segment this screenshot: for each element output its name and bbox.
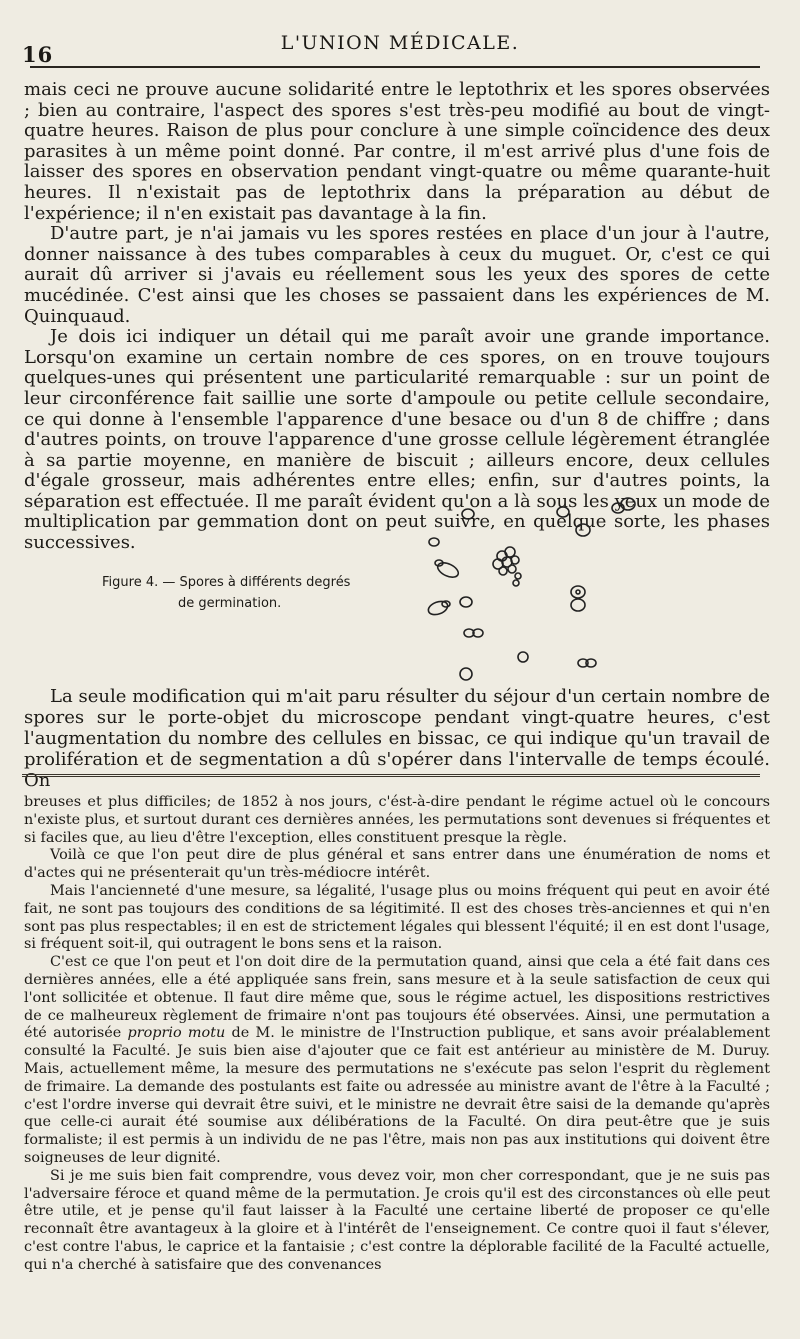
footnote-paragraph-5: Si je me suis bien fait comprendre, vous devez voir, mon cher correspondant, que je ne suis pas l'adversaire féroce et quand même de la permutation. Je crois qu'il est des circonstances où elle peut être utile, et je pense qu'il faut laisser à la Faculté une certaine liberté de proposer ce qu'elle reconnaît être avantageux à la gloire et à l'intérêt de l'enseignement. Ce contre quoi il faut s'élever, c'est contre l'abus, le caprice et la fantaisie ; c'est contre la déplorable facilité de la Faculté actuelle, qui n'a cherché à satisfaire que des convenances (24, 1167, 770, 1273)
body-paragraph-2: D'autre part, je n'ai jamais vu les spores restées en place d'un jour à l'autre, donner naissance à des tubes comparables à ceux du muguet. Or, c'est ce qui aurait dû arriver si j'avais eu réellement sous les yeux des spores de cette mucédinée. C'est ainsi que les choses se passaient dans les expériences de M. Quinquaud. (24, 223, 770, 327)
spore-pair (612, 498, 635, 513)
footnote-p4-part-a: C'est ce que l'on peut et l'on doit dire de la permutation quand, ainsi que cela a été fait dans ces dernières années, elle a été appliquée sans frein, sans mesure et à la seule satisfaction de ceux qui l'ont sollicitée et obtenue. Il faut dire même que, sous le régime actuel, les dispositions restrictives de ce malheureux règlement de frimaire n'ont pas toujours été observées. Ainsi, une permutation a été autorisée (24, 954, 770, 1042)
figure-caption-line-2: de germination. (178, 596, 282, 611)
footnote-paragraph-3: Mais l'ancienneté d'une mesure, sa légalité, l'usage plus ou moins fréquent qui peut en avoir été fait, ne sont pas toujours des conditions de sa légitimité. Il est des choses très-anciennes et qui n'en sont pas plus respectables; il en est de strictement légales qui blessent l'équité; il en est dont l'usage, si fréquent soit-il, qui outragent le bons sens et la raison. (24, 882, 770, 953)
main-body-text (24, 80, 770, 554)
footnote-paragraph-4 (24, 954, 770, 1168)
header-rule (30, 66, 760, 68)
spore (576, 524, 590, 536)
spore (460, 668, 472, 680)
footnote-paragraph-2: Voilà ce que l'on peut dire de plus général et sans entrer dans une énumération de noms et d'actes qui ne présenterait qu'un très-médiocre intérêt. (24, 847, 770, 882)
figure-4 (0, 490, 800, 690)
budding-spore (427, 599, 450, 617)
body-paragraph-1: mais ceci ne prouve aucune solidarité entre le leptothrix et les spores observées ; bien au contraire, l'aspect des spores s'est très-peu modifié au bout de vingt-quatre heures. Raison de plus pour conclure à une simple coïncidence des deux parasites à un même point donné. Par contre, il m'est arrivé plus d'une fois de laisser des spores en observation pendant vingt-quatre ou même quarante-huit heures. Il n'existait pas de leptothrix dans la préparation au début de l'expérience; il n'en existait pas davantage à la fin. (24, 79, 770, 224)
budding-spore (435, 560, 461, 580)
body-paragraph-3: Je dois ici indiquer un détail qui me paraît avoir une grande importance. Lorsqu'on examine un certain nombre de ces spores, on en trouve toujours quelques-unes qui présentent une particularité remarquable : sur un point de leur circonférence fait saillie une sorte d'ampoule ou petite cellule secondaire, ce qui donne à l'ensemble l'apparence d'une besace ou d'un 8 de chiffre ; dans d'autres points, on trouve l'apparence d'une grosse cellule légèrement étranglée à sa partie moyenne, en manière de biscuit ; ailleurs encore, deux cellules d'égale grosseur, mais adhérentes entre elles; enfin, sur d'autres points, la séparation est effectuée. Il me paraît évident qu'on a là sous les yeux un mode de multiplication par gemmation dont on peut suivre, en quelque sorte, les phases successives. (24, 326, 770, 554)
spore (462, 509, 474, 519)
spore-pair (464, 629, 483, 637)
running-header (0, 28, 800, 68)
spore-cluster (493, 547, 521, 586)
footnote-divider (22, 774, 760, 779)
journal-title: L'UNION MÉDICALE. (280, 32, 520, 54)
footnote-feuilleton (24, 794, 770, 1275)
page-number: 16 (22, 42, 54, 67)
budding-spore (571, 586, 585, 611)
spore (518, 652, 528, 662)
footnote-paragraph-1: breuses et plus difficiles; de 1852 à nos jours, c'ést-à-dire pendant le régime actuel où le concours n'existe plus, et surtout durant ces dernières années, les permutations sont devenues si fréquentes et si faciles que, au lieu d'être l'exception, elles constituent presque la règle. (24, 794, 770, 846)
spore-pair (578, 659, 596, 667)
spore (557, 507, 569, 517)
spore (460, 597, 472, 607)
spore (429, 538, 439, 546)
figure-caption (102, 572, 350, 614)
footnote-p4-part-b: de M. le ministre de l'Instruction publique, et sans avoir préalablement consulté la Faculté. Je suis bien aise d'ajouter que ce fait est antérieur au ministère de M. Duruy. Mais, actuellement même, la mesure des permutations ne s'exécute pas selon l'esprit du règlement de frimaire. La demande des postulants est faite ou adressée au ministre avant de l'être à la Faculté ; c'est l'ordre inverse qui devrait être suivi, et le ministre ne devrait être saisi de la demande qu'après que celle-ci aurait été soumise aux délibérations de la Faculté. On dira peut-être que je suis formaliste; il est permis à un individu de ne pas l'être, mais non pas aux institutions qui doivent être soigneuses de leur dignité. (24, 1025, 770, 1166)
closing-paragraph: La seule modification qui m'ait paru résulter du séjour d'un certain nombre de spores sur le porte-objet du microscope pendant vingt-quatre heures, c'est l'augmentation du nombre des cellules en bissac, ce qui indique qu'un travail de prolifération et de segmentation a dû s'opérer dans l'intervalle de temps écoulé. On (24, 686, 770, 791)
figure-caption-line-1: Figure 4. — Spores à différents degrés (102, 575, 351, 590)
footnote-p4-italic: proprio motu (127, 1025, 226, 1042)
